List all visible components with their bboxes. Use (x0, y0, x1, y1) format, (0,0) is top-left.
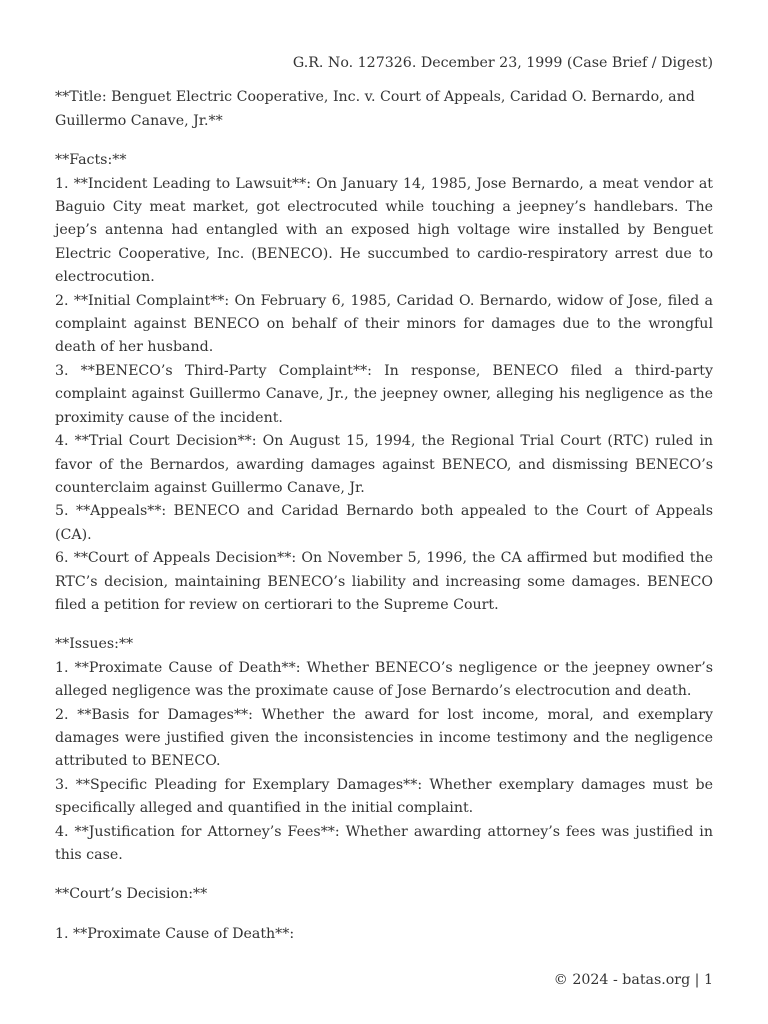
decision-item: 1. **Proximate Cause of Death**: (55, 925, 295, 942)
page-footer: © 2024 - batas.org | 1 (553, 972, 713, 988)
issues-item: 4. **Justification for Attorney’s Fees**: Whether awarding attorney’s fees was justified in this case. (55, 823, 713, 863)
decision-section (55, 883, 713, 946)
facts-item: 3. **BENECO’s Third-Party Complaint**: In response, BENECO filed a third-party complaint against Guillermo Canave, Jr., the jeepney owner, alleging his negligence as the proximity cause of the incident. (55, 362, 713, 426)
document-page (55, 52, 713, 962)
facts-heading: **Facts:** (55, 152, 127, 169)
issues-section (55, 633, 713, 867)
facts-section (55, 149, 713, 617)
decision-heading: **Court’s Decision:** (55, 886, 208, 903)
issues-item: 1. **Proximate Cause of Death**: Whether BENECO’s negligence or the jeepney owner’s alleged negligence was the proximate cause of Jose Bernardo’s electrocution and death. (55, 659, 713, 700)
facts-item: 1. **Incident Leading to Lawsuit**: On January 14, 1985, Jose Bernardo, a meat vendor at Baguio City meat market, got electrocuted while touching a jeepney’s handlebars. The jeep’s antenna had entangled with an exposed high voltage wire installed by Benguet Electric Cooperative, Inc. (BENECO). He succumbed to cardio-respiratory arrest due to electrocution. (55, 175, 713, 286)
case-title: **Title: Benguet Electric Cooperative, Inc. v. Court of Appeals, Caridad O. Bernardo, and Guillermo Canave, Jr.** (55, 89, 695, 129)
facts-item: 2. **Initial Complaint**: On February 6, 1985, Caridad O. Bernardo, widow of Jose, filed a complaint against BENECO on behalf of their minors for damages due to the wrongful death of her husband. (55, 292, 713, 356)
issues-heading: **Issues:** (55, 636, 134, 653)
issues-item: 3. **Specific Pleading for Exemplary Damages**: Whether exemplary damages must be specifically alleged and quantified in the initial complaint. (55, 776, 713, 817)
issues-item: 2. **Basis for Damages**: Whether the award for lost income, moral, and exemplary damages were justified given the inconsistencies in income testimony and the negligence attributed to BENECO. (55, 706, 713, 770)
facts-item: 5. **Appeals**: BENECO and Caridad Bernardo both appealed to the Court of Appeals (CA). (55, 503, 713, 543)
facts-item: 6. **Court of Appeals Decision**: On November 5, 1996, the CA affirmed but modified the RTC’s decision, maintaining BENECO’s liability and increasing some damages. BENECO filed a petition for review on certiorari to the Supreme Court. (55, 550, 713, 613)
case-citation: G.R. No. 127326. December 23, 1999 (Case Brief / Digest) (292, 55, 713, 71)
facts-item: 4. **Trial Court Decision**: On August 15, 1994, the Regional Trial Court (RTC) ruled in favor of the Bernardos, awarding damages against BENECO, and dismissing BENECO’s counterclaim against Guillermo Canave, Jr. (55, 433, 713, 496)
